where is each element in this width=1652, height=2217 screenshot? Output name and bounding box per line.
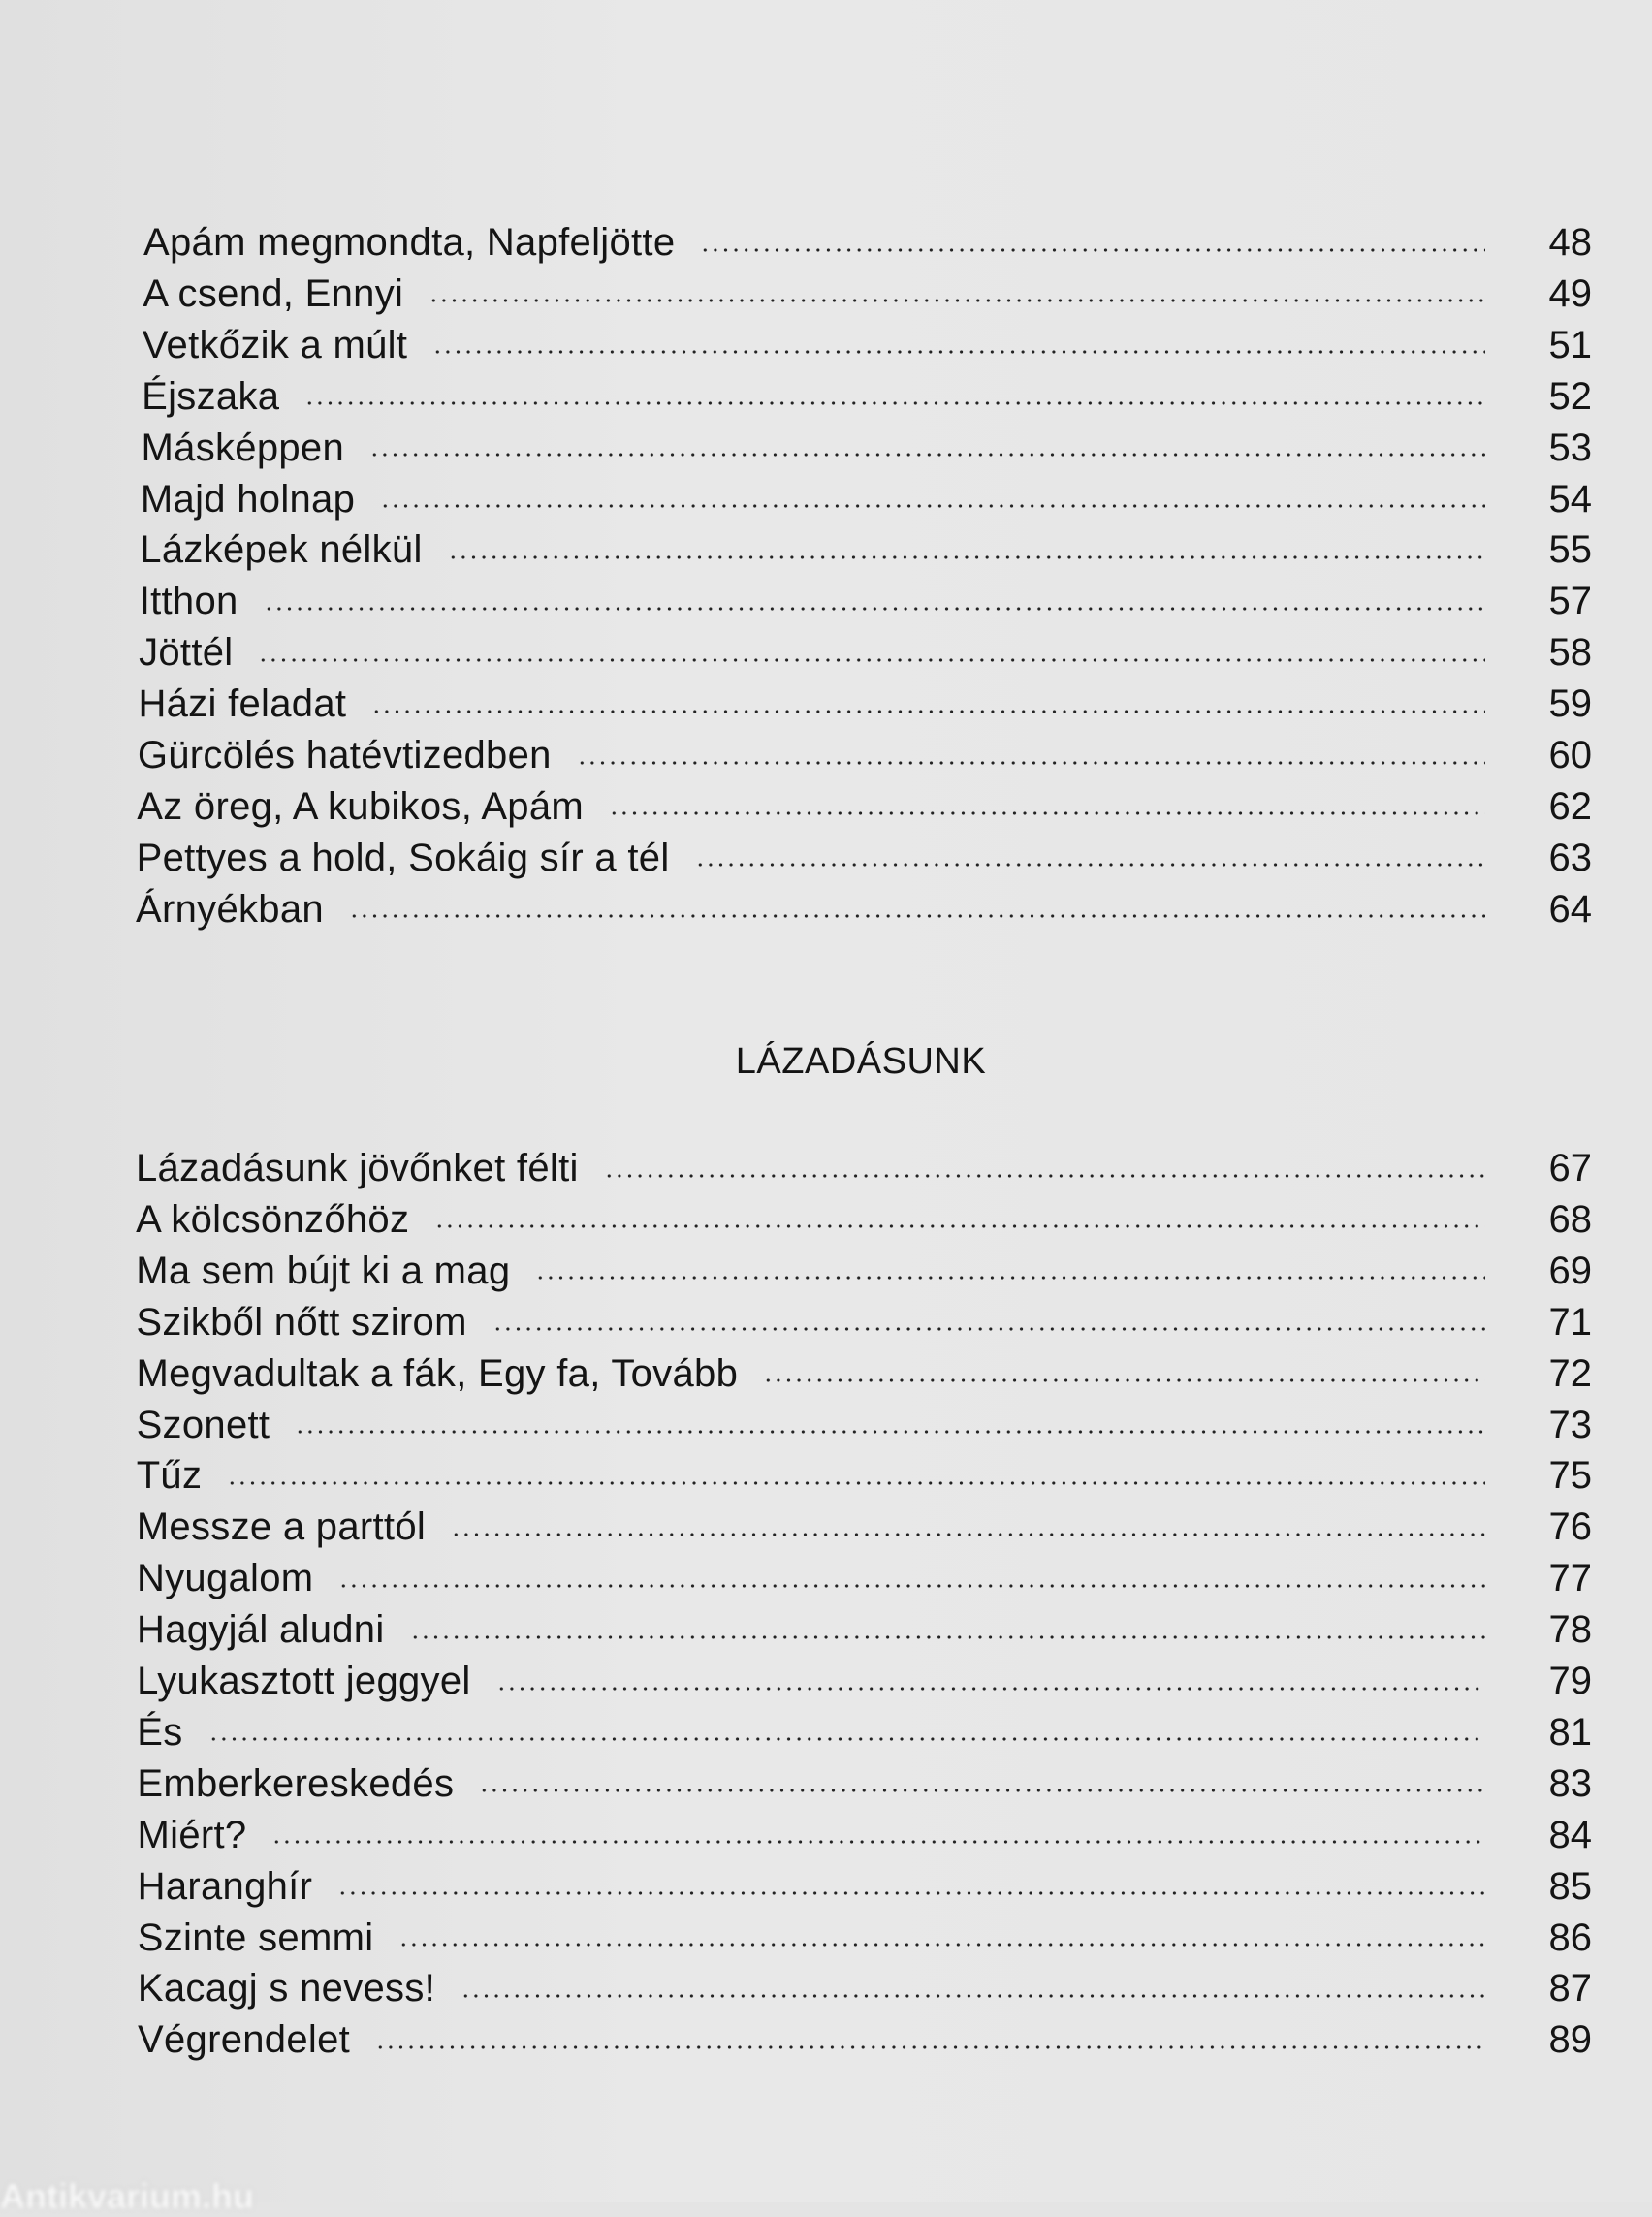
dot-leader xyxy=(338,1583,1485,1589)
dot-leader xyxy=(763,1378,1485,1383)
toc-entry xyxy=(136,730,1592,781)
entry-title: A csend, Ennyi xyxy=(143,271,404,315)
entry-page-number: 71 xyxy=(1548,1300,1592,1344)
toc-entry xyxy=(136,884,1592,935)
entry-page-number: 79 xyxy=(1548,1660,1592,1702)
entry-title: Házi feladat xyxy=(138,682,347,726)
entry-title: Ma sem bújt ki a mag xyxy=(136,1249,511,1292)
dot-leader xyxy=(577,760,1485,766)
entry-page-number: 86 xyxy=(1548,1916,1592,1959)
entry-title: Miért? xyxy=(137,1813,247,1856)
entry-title: Szonett xyxy=(136,1403,270,1446)
entry-page-number: 55 xyxy=(1548,528,1592,572)
entry-page-number: 63 xyxy=(1548,836,1592,879)
entry-title: Végrendelet xyxy=(138,2018,351,2062)
entry-title: Messze a parttól xyxy=(136,1505,427,1549)
dot-leader xyxy=(271,1839,1485,1845)
entry-title: Kacagj s nevess! xyxy=(137,1967,436,2011)
dot-leader xyxy=(604,1173,1485,1179)
entry-title: Megvadultak a fák, Egy fa, Tovább xyxy=(136,1351,739,1395)
dot-leader xyxy=(496,1686,1485,1692)
entry-page-number: 59 xyxy=(1548,682,1592,726)
dot-leader xyxy=(429,298,1485,303)
entry-title: Nyugalom xyxy=(136,1557,314,1600)
section-heading: LÁZADÁSUNK xyxy=(735,1041,987,1082)
toc-entry xyxy=(136,217,1592,269)
dot-leader xyxy=(264,606,1485,612)
dot-leader xyxy=(609,810,1485,816)
toc-entry xyxy=(136,371,1592,423)
entry-title: Emberkereskedés xyxy=(137,1761,455,1805)
entry-title: Gürcölés hatévtizedben xyxy=(137,734,552,776)
entry-page-number: 51 xyxy=(1548,323,1592,366)
entry-page-number: 84 xyxy=(1548,1813,1592,1856)
toc-entry xyxy=(136,1913,1592,1964)
entry-page-number: 75 xyxy=(1548,1454,1592,1498)
toc-entry xyxy=(136,1861,1592,1913)
entry-page-number: 77 xyxy=(1548,1557,1592,1600)
toc-entry xyxy=(136,1194,1592,1246)
toc-entry xyxy=(136,1963,1592,2014)
toc-entry xyxy=(136,1297,1592,1348)
toc-entry xyxy=(136,474,1592,525)
dot-leader xyxy=(398,1942,1485,1948)
entry-title: Szinte semmi xyxy=(137,1916,374,1959)
dot-leader xyxy=(535,1275,1485,1281)
entry-title: Jöttél xyxy=(139,631,234,675)
dot-leader xyxy=(451,1532,1485,1537)
entry-title: Lyukasztott jeggyel xyxy=(137,1660,471,1702)
toc-entry xyxy=(136,679,1592,730)
entry-page-number: 69 xyxy=(1548,1249,1592,1292)
dot-leader xyxy=(371,709,1485,714)
toc-entry xyxy=(136,1810,1592,1861)
toc-entry xyxy=(136,1656,1592,1707)
dot-leader xyxy=(380,503,1485,509)
entry-page-number: 57 xyxy=(1548,580,1592,623)
entry-page-number: 53 xyxy=(1548,426,1592,469)
entry-title: A kölcsönzőhöz xyxy=(136,1197,410,1241)
dot-leader xyxy=(479,1788,1485,1793)
entry-page-number: 72 xyxy=(1548,1351,1592,1395)
toc-entry xyxy=(136,627,1592,679)
entry-title: Vetkőzik a múlt xyxy=(142,323,408,366)
toc-entry xyxy=(136,2014,1592,2066)
dot-leader xyxy=(492,1326,1485,1332)
entry-title: Itthon xyxy=(139,580,238,623)
entry-title: Hagyjál aludni xyxy=(137,1608,385,1652)
entry-title: Szikből nőtt szirom xyxy=(136,1300,467,1344)
dot-leader xyxy=(375,2044,1485,2050)
entry-page-number: 83 xyxy=(1548,1761,1592,1805)
entry-title: Másképpen xyxy=(141,426,345,469)
watermark: Antikvarium.hu xyxy=(0,2176,255,2216)
toc-entry xyxy=(136,423,1592,474)
toc-entry xyxy=(136,833,1592,884)
toc-entry xyxy=(136,269,1592,320)
dot-leader xyxy=(461,1993,1485,1999)
dot-leader xyxy=(258,657,1485,663)
toc-entry xyxy=(136,1143,1592,1194)
dot-leader xyxy=(434,1223,1485,1229)
entry-page-number: 48 xyxy=(1548,221,1592,264)
dot-leader xyxy=(227,1480,1485,1486)
dot-leader xyxy=(448,554,1485,560)
toc-entry xyxy=(136,524,1592,576)
entry-page-number: 85 xyxy=(1548,1864,1592,1908)
dot-leader xyxy=(410,1634,1485,1640)
toc-entry xyxy=(136,1246,1592,1297)
entry-title: Az öreg, A kubikos, Apám xyxy=(137,784,585,828)
entry-title: Apám megmondta, Napfeljötte xyxy=(143,221,676,264)
entry-page-number: 54 xyxy=(1548,477,1592,521)
entry-page-number: 78 xyxy=(1548,1608,1592,1652)
entry-title: Árnyékban xyxy=(136,887,324,931)
entry-title: Pettyes a hold, Sokáig sír a tél xyxy=(136,836,670,879)
dot-leader xyxy=(295,1429,1485,1435)
toc-entry xyxy=(136,1502,1592,1553)
entry-title: Haranghír xyxy=(137,1864,313,1908)
entry-title: És xyxy=(137,1710,183,1754)
toc-entry xyxy=(136,1450,1592,1502)
entry-page-number: 62 xyxy=(1548,784,1592,828)
toc-entry xyxy=(136,781,1592,833)
dot-leader xyxy=(208,1736,1485,1742)
dot-leader xyxy=(695,862,1485,868)
entry-title: Majd holnap xyxy=(140,477,356,521)
toc-entry xyxy=(136,1707,1592,1758)
entry-page-number: 58 xyxy=(1548,631,1592,675)
entry-page-number: 52 xyxy=(1548,374,1592,418)
entry-title: Lázadásunk jövőnket félti xyxy=(136,1147,579,1189)
entry-page-number: 81 xyxy=(1548,1710,1592,1754)
entry-page-number: 64 xyxy=(1548,887,1592,931)
toc-entry xyxy=(136,320,1592,371)
entry-page-number: 49 xyxy=(1548,271,1592,315)
entry-page-number: 68 xyxy=(1548,1197,1592,1241)
entry-page-number: 67 xyxy=(1548,1147,1592,1189)
toc-entry xyxy=(136,1348,1592,1400)
entry-page-number: 87 xyxy=(1548,1967,1592,2011)
toc-entry xyxy=(136,1604,1592,1656)
dot-leader xyxy=(337,1890,1485,1896)
dot-leader xyxy=(432,349,1485,355)
entry-page-number: 73 xyxy=(1548,1403,1592,1446)
entry-page-number: 60 xyxy=(1548,734,1592,776)
entry-title: Éjszaka xyxy=(142,374,280,418)
dot-leader xyxy=(304,400,1485,406)
dot-leader xyxy=(349,913,1485,919)
toc-entry xyxy=(136,1553,1592,1604)
dot-leader xyxy=(369,452,1485,458)
toc-entry xyxy=(136,1758,1592,1810)
dot-leader xyxy=(700,247,1485,253)
entry-page-number: 76 xyxy=(1548,1505,1592,1549)
toc-entry xyxy=(136,1400,1592,1451)
entry-page-number: 89 xyxy=(1548,2018,1592,2062)
entry-title: Lázképek nélkül xyxy=(140,528,423,572)
toc-entry xyxy=(136,576,1592,627)
entry-title: Tűz xyxy=(136,1454,203,1498)
